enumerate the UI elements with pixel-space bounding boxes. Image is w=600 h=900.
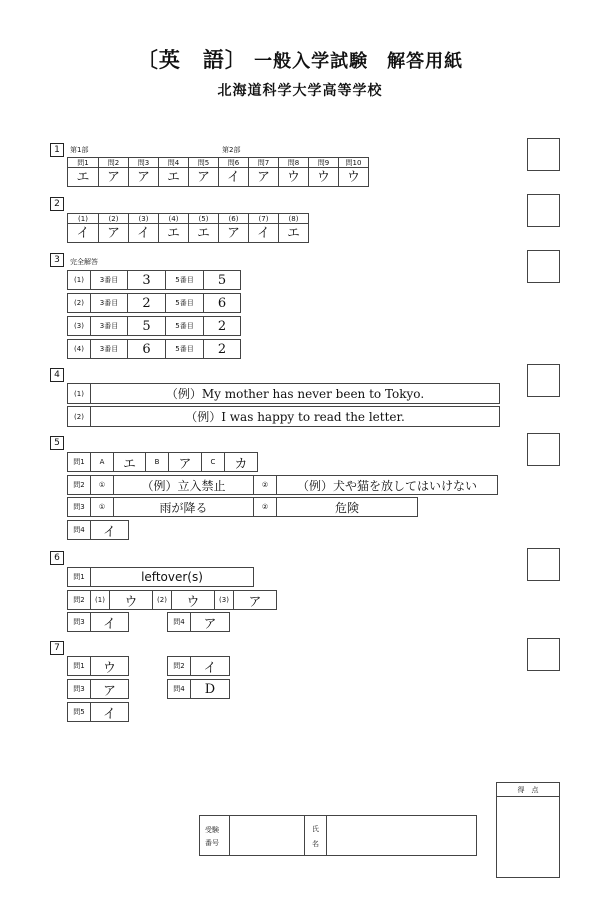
third-label: 3番目 [90,293,128,313]
complete-answer-note: 完全解答 [70,258,98,266]
answer-cell[interactable]: カ [224,452,258,472]
col-header: 問9 [308,157,339,168]
answer-cell[interactable]: ア [98,167,129,187]
section-number-4: 4 [50,368,64,382]
third-label: 3番目 [90,270,128,290]
answer-text[interactable]: （例）My mother has never been to Tokyo. [90,383,500,404]
third-label: 3番目 [90,316,128,336]
question-label: 問1 [67,567,91,587]
answer-cell[interactable]: ウ [109,590,153,610]
s7-q1 [67,656,129,676]
answer-cell[interactable]: イ [90,612,129,632]
exam-number-label [205,824,219,850]
fifth-answer[interactable]: 6 [203,293,241,313]
answer-text[interactable]: 危険 [276,497,418,517]
s3-row-1 [67,270,241,290]
answer-cell[interactable]: ア [218,223,249,243]
s3-row-3 [67,316,241,336]
sub-label: (2) [152,590,172,610]
col-header: (7) [248,213,279,224]
name-field[interactable] [327,816,476,855]
answer-cell[interactable]: ア [128,167,159,187]
part1-label: 第1部 [70,146,89,154]
score-box-1[interactable] [527,138,560,171]
answer-cell[interactable]: ウ [90,656,129,676]
question-label: 問3 [67,497,91,517]
s5-q3 [67,497,418,517]
sub-label: ① [90,475,114,495]
answer-cell[interactable]: エ [278,223,309,243]
s6-q1 [67,567,254,587]
col-header: 問1 [67,157,99,168]
col-header: 問4 [158,157,189,168]
answer-cell[interactable]: ア [248,167,279,187]
choice-label: B [145,452,169,472]
s4-row-2 [67,406,500,427]
answer-cell[interactable]: イ [190,656,230,676]
s7-q2 [167,656,230,676]
third-answer[interactable]: 6 [127,339,166,359]
s6-q2 [67,590,277,610]
answer-cell[interactable]: ア [190,612,230,632]
total-score-box [496,782,560,878]
fifth-label: 5番目 [165,316,204,336]
answer-cell[interactable]: D [190,679,230,699]
col-header: (6) [218,213,249,224]
row-label: (2) [67,406,91,427]
s3-row-2 [67,293,241,313]
col-header: (1) [67,213,99,224]
name-label-line2: 名 [312,840,319,848]
question-label: 問2 [67,475,91,495]
third-answer[interactable]: 5 [127,316,166,336]
s7-q5 [67,702,129,722]
total-score-field[interactable] [497,797,559,877]
s7-q4 [167,679,230,699]
col-header: 問3 [128,157,159,168]
section-number-2: 2 [50,197,64,211]
answer-cell[interactable]: イ [90,702,129,722]
choice-label: C [201,452,225,472]
answer-cell[interactable]: ア [98,223,129,243]
exam-info-box [199,815,477,856]
subject-label: 〔英 語〕 [136,47,247,72]
exam-number-label-line2: 番号 [205,839,219,847]
fifth-answer[interactable]: 5 [203,270,241,290]
question-label: 問5 [67,702,91,722]
section-number-6: 6 [50,551,64,565]
question-label: 問2 [67,590,91,610]
s6-q4 [167,612,230,632]
score-box-7[interactable] [527,638,560,671]
divider [304,816,305,855]
section-number-7: 7 [50,641,64,655]
exam-number-field[interactable] [230,816,304,855]
s5-q4 [67,520,129,540]
col-header: 問6 [218,157,249,168]
section-number-5: 5 [50,436,64,450]
answer-cell[interactable]: ア [188,167,219,187]
name-label [312,822,319,852]
question-label: 問4 [167,612,191,632]
fifth-label: 5番目 [165,339,204,359]
col-header: 問10 [338,157,369,168]
row-label: (3) [67,316,91,336]
s4-row-1 [67,383,500,404]
answer-cell[interactable]: ア [168,452,202,472]
score-label: 得 点 [517,786,539,794]
row-label: (4) [67,339,91,359]
s7-q3 [67,679,129,699]
score-box-5[interactable] [527,433,560,466]
name-label-line1: 氏 [312,825,319,833]
section2-table [67,213,309,243]
answer-text[interactable]: （例）I was happy to read the letter. [90,406,500,427]
col-header: 問2 [98,157,129,168]
answer-cell[interactable]: イ [67,223,99,243]
question-label: 問4 [67,520,91,540]
col-header: 問7 [248,157,279,168]
third-answer[interactable]: 3 [127,270,166,290]
choice-label: A [90,452,114,472]
fifth-answer[interactable]: 2 [203,316,241,336]
row-label: (2) [67,293,91,313]
col-header: 問8 [278,157,309,168]
section1-table [67,157,369,187]
answer-cell[interactable]: ウ [278,167,309,187]
answer-cell[interactable]: ア [90,679,129,699]
answer-text[interactable]: 雨が降る [113,497,254,517]
s3-row-4 [67,339,241,359]
answer-cell[interactable]: エ [188,223,219,243]
fifth-answer[interactable]: 2 [203,339,241,359]
question-label: 問4 [167,679,191,699]
answer-cell[interactable]: ウ [338,167,369,187]
score-box-4[interactable] [527,364,560,397]
col-header: (8) [278,213,309,224]
answer-text[interactable]: leftover(s) [90,567,254,587]
answer-cell[interactable]: エ [67,167,99,187]
sub-label: ① [90,497,114,517]
school-name: 北海道科学大学高等学校 [217,83,383,99]
answer-cell[interactable]: イ [248,223,279,243]
question-label: 問1 [67,452,91,472]
col-header: (5) [188,213,219,224]
third-answer[interactable]: 2 [127,293,166,313]
answer-cell[interactable]: イ [128,223,159,243]
fifth-label: 5番目 [165,293,204,313]
answer-text[interactable]: （例）犬や猫を放してはいけない [276,475,498,495]
sub-label: (3) [214,590,234,610]
sub-label: ② [253,475,277,495]
question-label: 問2 [167,656,191,676]
col-header: (3) [128,213,159,224]
answer-cell[interactable]: エ [158,223,189,243]
page-title [0,44,600,74]
answer-cell[interactable]: ア [233,590,277,610]
answer-cell[interactable]: エ [113,452,146,472]
answer-cell[interactable]: ウ [171,590,215,610]
s5-q2 [67,475,498,495]
sub-label: (1) [90,590,110,610]
section-number-1: 1 [50,143,64,157]
col-header: 問5 [188,157,219,168]
answer-cell[interactable]: イ [90,520,129,540]
row-label: (1) [67,383,91,404]
s6-q3 [67,612,129,632]
score-box-6[interactable] [527,548,560,581]
title-text: 一般入学試験 解答用紙 [254,51,464,72]
question-label: 問1 [67,656,91,676]
part2-label: 第2部 [222,146,241,154]
sub-label: ② [253,497,277,517]
question-label: 問3 [67,679,91,699]
question-label: 問3 [67,612,91,632]
score-box-2[interactable] [527,194,560,227]
fifth-label: 5番目 [165,270,204,290]
col-header: (4) [158,213,189,224]
section-number-3: 3 [50,253,64,267]
answer-cell[interactable]: エ [158,167,189,187]
col-header: (2) [98,213,129,224]
answer-text[interactable]: （例）立入禁止 [113,475,254,495]
exam-number-label-line1: 受験 [205,826,219,834]
score-box-3[interactable] [527,250,560,283]
row-label: (1) [67,270,91,290]
answer-cell[interactable]: ウ [308,167,339,187]
s5-q1 [67,452,258,472]
third-label: 3番目 [90,339,128,359]
answer-cell[interactable]: イ [218,167,249,187]
